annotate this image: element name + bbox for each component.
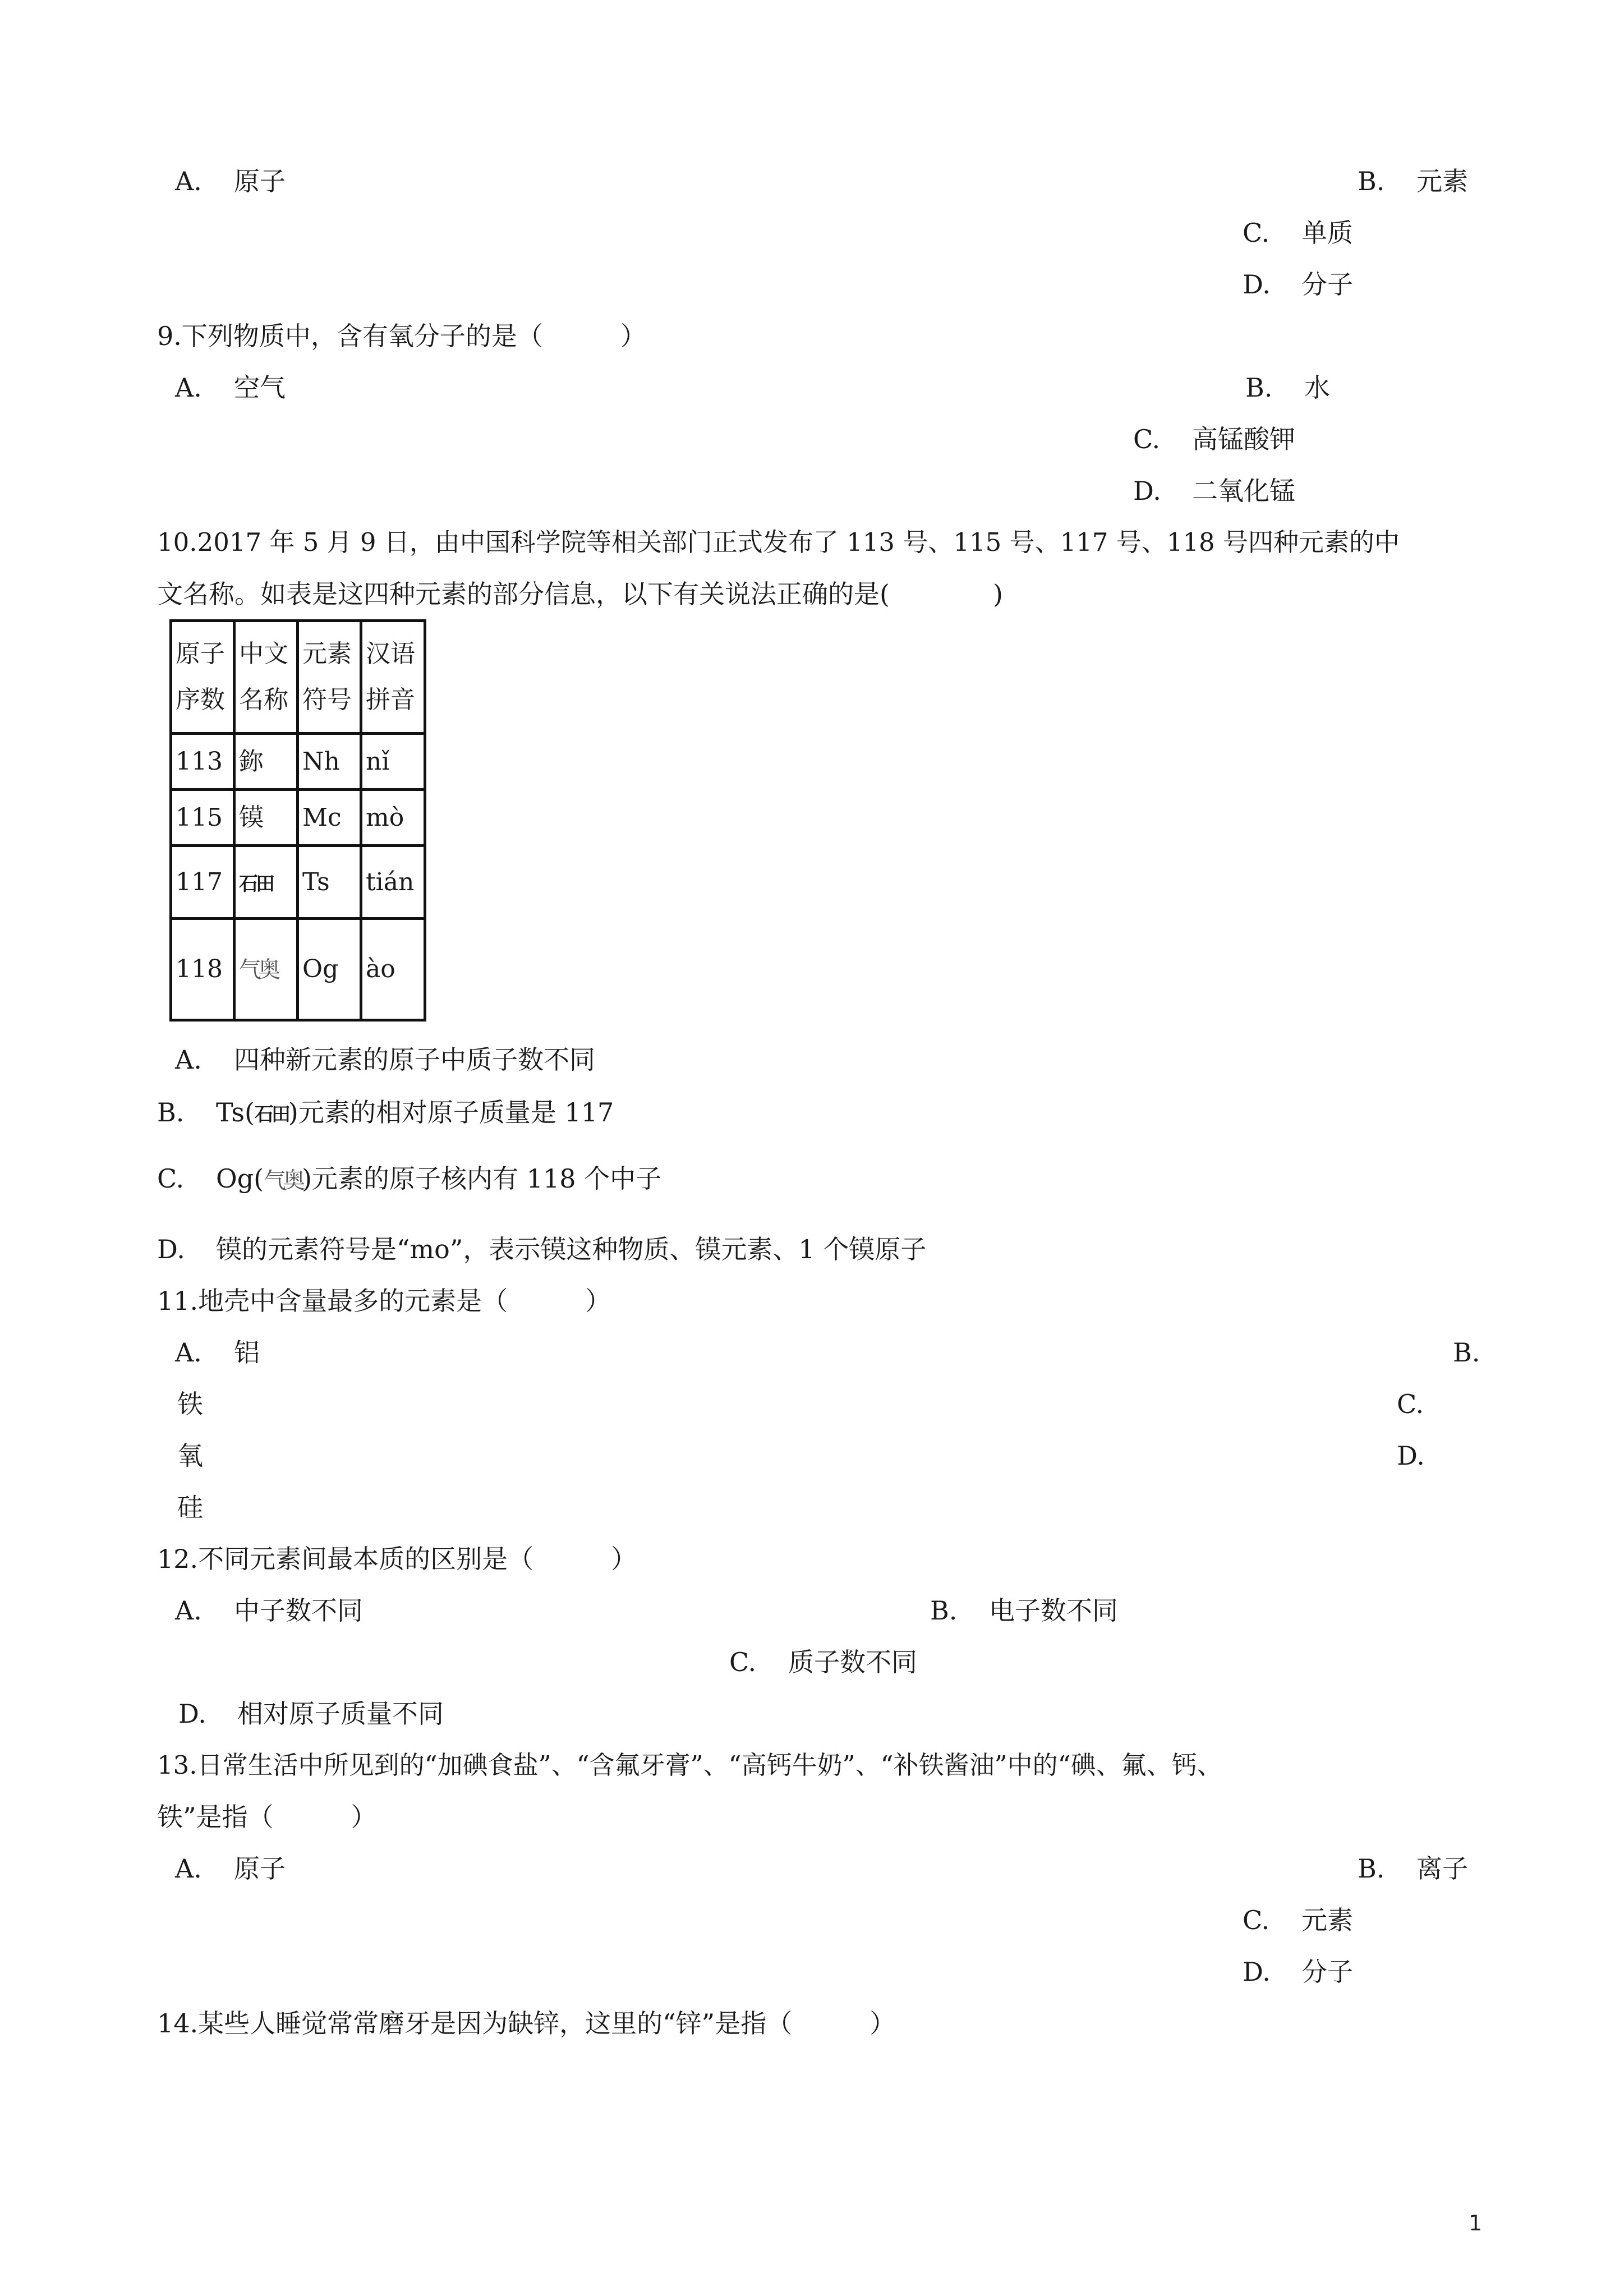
- option-text: 空气: [234, 372, 286, 403]
- cell-pinyin: ào: [361, 919, 425, 1020]
- option-label: B.: [1358, 1853, 1385, 1884]
- q11-option-d-text: 硅: [177, 1492, 203, 1522]
- option-label: C.: [1133, 424, 1161, 454]
- cell-number: 118: [171, 919, 234, 1020]
- q11-option-b-text: 铁: [177, 1389, 203, 1419]
- header-cell: 原子 序数: [171, 621, 234, 734]
- q12-option-a[interactable]: [175, 1595, 363, 1626]
- option-text: 中子数不同: [234, 1595, 363, 1626]
- option-label: B.: [1245, 372, 1273, 403]
- cell-symbol: Og: [298, 919, 361, 1020]
- option-text: 二氧化锰: [1192, 476, 1295, 506]
- tian-glyph: 石田: [239, 872, 273, 895]
- cell-number: 113: [171, 734, 234, 790]
- option-label: D.: [1243, 269, 1271, 300]
- q13-stem-line1: 13.日常生活中所见到的“加碘食盐”、“含氟牙膏”、“高钙牛奶”、“补铁酱油”中的“碘、氟、钙、: [157, 1750, 1222, 1780]
- q11-option-d-label[interactable]: D.: [1397, 1441, 1425, 1471]
- header-cell: 汉语 拼音: [361, 621, 425, 734]
- q9-stem: 9.下列物质中，含有氧分子的是（ ）: [157, 321, 646, 351]
- option-label: C.: [1243, 218, 1270, 248]
- option-text: 铝: [234, 1337, 260, 1368]
- ao-glyph: 气奥: [239, 957, 277, 983]
- table-header-row: [171, 621, 425, 734]
- option-text: 镆的元素符号是“mo”，表示镆这种物质、镆元素、1 个镆原子: [216, 1234, 927, 1264]
- option-text: 元素: [1416, 166, 1468, 196]
- q10-option-b[interactable]: B. Ts(石田)元素的相对原子质量是 117: [157, 1097, 614, 1128]
- q11-stem: 11.地壳中含量最多的元素是（ ）: [157, 1286, 611, 1316]
- option-label: A.: [175, 1337, 202, 1368]
- q12-option-d[interactable]: [178, 1701, 444, 1727]
- cell-number: 117: [171, 846, 234, 919]
- q10-option-c[interactable]: C. Og(气奥)元素的原子核内有 118 个中子: [157, 1163, 662, 1194]
- option-label: A.: [175, 1595, 202, 1626]
- q13-option-b[interactable]: [1358, 1853, 1468, 1884]
- cell-symbol: Nh: [298, 734, 361, 790]
- q11-option-c-text: 氧: [177, 1441, 203, 1471]
- option-label: C.: [157, 1163, 185, 1194]
- table-row: [171, 919, 425, 1020]
- option-text: 高锰酸钾: [1192, 424, 1295, 454]
- q10-option-a[interactable]: [175, 1047, 595, 1073]
- option-text: 原子: [234, 166, 286, 196]
- cell-symbol: Ts: [298, 846, 361, 919]
- page-number: 1: [1469, 2211, 1483, 2235]
- cell-pinyin: mò: [361, 790, 425, 846]
- q13-stem-line2: 铁”是指（ ）: [157, 1802, 377, 1832]
- option-label: D.: [157, 1234, 185, 1264]
- q8-option-d[interactable]: [1243, 269, 1353, 300]
- q11-option-c-label[interactable]: C.: [1397, 1389, 1424, 1419]
- cell-name: 镆: [234, 790, 298, 846]
- cell-name: [234, 846, 298, 919]
- cell-symbol: Mc: [298, 790, 361, 846]
- q12-option-b[interactable]: [930, 1595, 1118, 1626]
- option-label: D.: [178, 1699, 206, 1729]
- q11-option-a[interactable]: [175, 1337, 260, 1368]
- option-text: 水: [1304, 372, 1330, 403]
- option-text: 四种新元素的原子中质子数不同: [234, 1045, 595, 1075]
- table-row: [171, 790, 425, 846]
- header-cell: 中文 名称: [234, 621, 298, 734]
- cell-pinyin: nǐ: [361, 734, 425, 790]
- option-label: A.: [175, 372, 202, 403]
- option-label: B.: [930, 1595, 958, 1626]
- option-text: 分子: [1301, 269, 1353, 300]
- q9-option-c[interactable]: [1133, 426, 1295, 452]
- q10-option-d[interactable]: [157, 1236, 926, 1262]
- cell-number: 115: [171, 790, 234, 846]
- q13-option-c[interactable]: [1243, 1907, 1353, 1933]
- q8-option-a[interactable]: [175, 168, 286, 194]
- option-label: A.: [175, 1853, 202, 1884]
- table-row: [171, 734, 425, 790]
- option-text: 元素: [1301, 1905, 1353, 1935]
- cell-name: [234, 919, 298, 1020]
- q11-option-b-label[interactable]: B.: [1453, 1337, 1480, 1368]
- option-label: A.: [175, 166, 202, 196]
- option-text: 分子: [1301, 1957, 1353, 1987]
- q8-option-c[interactable]: [1243, 220, 1353, 246]
- option-text: 离子: [1416, 1853, 1468, 1884]
- q12-option-c[interactable]: [729, 1649, 917, 1675]
- table-row: [171, 846, 425, 919]
- option-text: 电子数不同: [989, 1595, 1118, 1626]
- option-label: B.: [1358, 166, 1385, 196]
- ao-glyph: 气奥: [264, 1168, 302, 1194]
- q12-stem: 12.不同元素间最本质的区别是（ ）: [157, 1544, 637, 1574]
- q9-option-b[interactable]: [1245, 372, 1330, 403]
- option-text: 相对原子质量不同: [237, 1699, 444, 1729]
- q13-option-d[interactable]: [1243, 1959, 1353, 1985]
- option-text: 质子数不同: [788, 1647, 917, 1677]
- q14-stem: 14.某些人睡觉常常磨牙是因为缺锌，这里的“锌”是指（ ）: [157, 2008, 896, 2039]
- q13-option-a[interactable]: [175, 1853, 286, 1884]
- option-text: 单质: [1301, 218, 1353, 248]
- q8-option-b[interactable]: [1358, 168, 1468, 194]
- option-label: A.: [175, 1045, 202, 1075]
- element-table: [169, 619, 426, 1022]
- option-label: D.: [1243, 1957, 1271, 1987]
- option-label: B.: [157, 1097, 185, 1128]
- tian-glyph: 石田: [254, 1103, 288, 1126]
- header-cell: 元素 符号: [298, 621, 361, 734]
- q9-option-a[interactable]: [175, 372, 286, 403]
- option-label: C.: [1243, 1905, 1270, 1935]
- option-label: C.: [729, 1647, 757, 1677]
- option-text: 原子: [234, 1853, 286, 1884]
- q10-stem-line2: 文名称。如表是这四种元素的部分信息，以下有关说法正确的是( ): [157, 579, 1003, 609]
- cell-pinyin: tián: [361, 846, 425, 919]
- cell-name: 鉨: [234, 734, 298, 790]
- q10-stem-line1: 10.2017 年 5 月 9 日，由中国科学院等相关部门正式发布了 113 号、115 号、117 号、118 号四种元素的中: [157, 527, 1400, 557]
- option-label: D.: [1133, 476, 1161, 506]
- q9-option-d[interactable]: [1133, 478, 1295, 504]
